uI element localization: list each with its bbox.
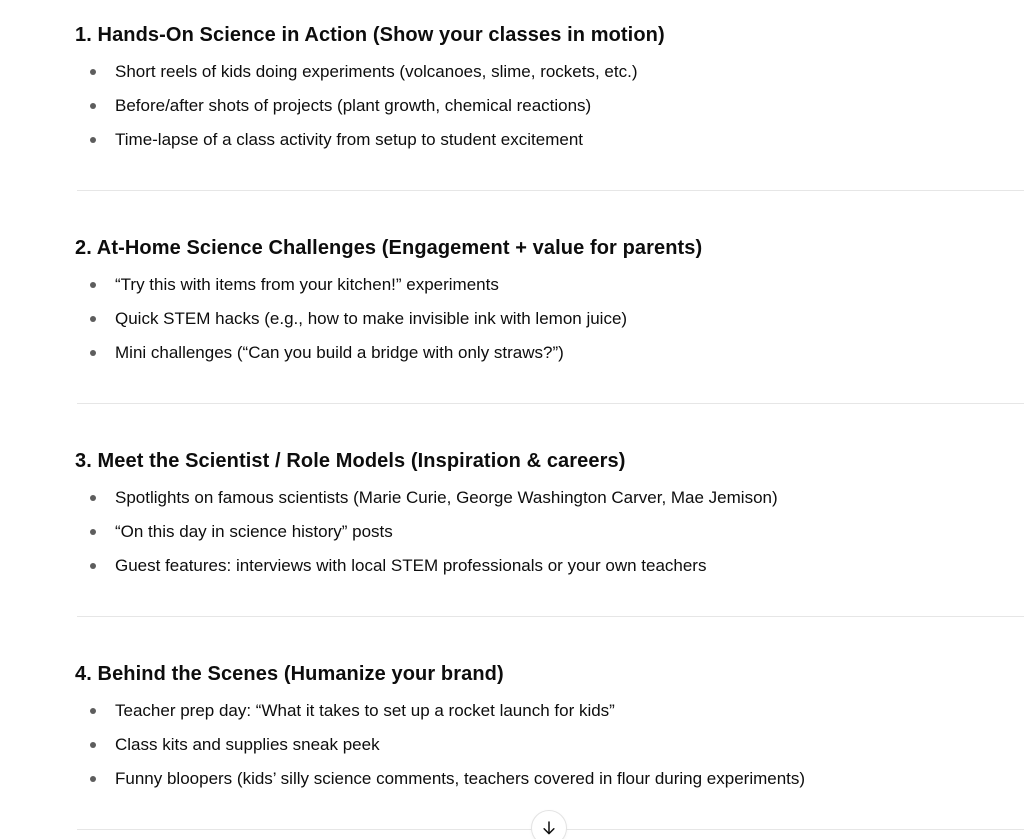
- list-item-text: Class kits and supplies sneak peek: [115, 735, 380, 754]
- bullet-icon: [90, 350, 96, 356]
- list-item-text: Spotlights on famous scientists (Marie Curie, George Washington Carver, Mae Jemison): [115, 488, 778, 507]
- arrow-down-icon: [540, 819, 558, 837]
- bullet-list: [75, 274, 1024, 364]
- bullet-icon: [90, 103, 96, 109]
- list-item-text: Quick STEM hacks (e.g., how to make invisible ink with lemon juice): [115, 309, 628, 328]
- bullet-icon: [90, 742, 96, 748]
- list-item: [75, 487, 1024, 509]
- list-item-text: Before/after shots of projects (plant growth, chemical reactions): [115, 96, 592, 115]
- section-heading: 1. Hands-On Science in Action (Show your classes in motion): [75, 24, 665, 46]
- list-item: [75, 521, 1024, 543]
- bullet-icon: [90, 529, 96, 535]
- content-section-4: [75, 617, 1024, 790]
- list-item: [75, 555, 1024, 577]
- section-heading: 4. Behind the Scenes (Humanize your brand): [75, 663, 504, 685]
- bullet-icon: [90, 776, 96, 782]
- list-item: [75, 129, 1024, 151]
- bullet-list: [75, 61, 1024, 151]
- list-item: [75, 274, 1024, 296]
- list-item-text: “Try this with items from your kitchen!” experiments: [115, 275, 499, 294]
- list-item-text: Funny bloopers (kids’ silly science comments, teachers covered in flour during experiments): [115, 769, 806, 788]
- scroll-to-bottom-button[interactable]: [531, 810, 567, 839]
- bullet-icon: [90, 708, 96, 714]
- list-item-text: “On this day in science history” posts: [115, 522, 393, 541]
- list-item-text: Short reels of kids doing experiments (volcanoes, slime, rockets, etc.): [115, 62, 638, 81]
- assistant-message-content: [75, 0, 1024, 830]
- list-item-text: Time-lapse of a class activity from setup to student excitement: [115, 130, 584, 149]
- section-heading: 3. Meet the Scientist / Role Models (Inspiration & careers): [75, 450, 626, 472]
- bullet-icon: [90, 282, 96, 288]
- bullet-icon: [90, 563, 96, 569]
- list-item-text: Mini challenges (“Can you build a bridge with only straws?”): [115, 343, 564, 362]
- section-heading: 2. At-Home Science Challenges (Engagement + value for parents): [75, 237, 703, 259]
- list-item: [75, 342, 1024, 364]
- content-section-3: [75, 404, 1024, 577]
- bullet-icon: [90, 495, 96, 501]
- list-item: [75, 768, 1024, 790]
- list-item: [75, 308, 1024, 330]
- list-item: [75, 700, 1024, 722]
- list-item: [75, 61, 1024, 83]
- bullet-list: [75, 487, 1024, 577]
- list-item: [75, 95, 1024, 117]
- content-section-2: [75, 191, 1024, 364]
- bullet-list: [75, 700, 1024, 790]
- list-item-text: Guest features: interviews with local STEM professionals or your own teachers: [115, 556, 707, 575]
- list-item: [75, 734, 1024, 756]
- bullet-icon: [90, 69, 96, 75]
- bullet-icon: [90, 316, 96, 322]
- content-section-1: [75, 21, 1024, 151]
- bullet-icon: [90, 137, 96, 143]
- list-item-text: Teacher prep day: “What it takes to set up a rocket launch for kids”: [115, 701, 615, 720]
